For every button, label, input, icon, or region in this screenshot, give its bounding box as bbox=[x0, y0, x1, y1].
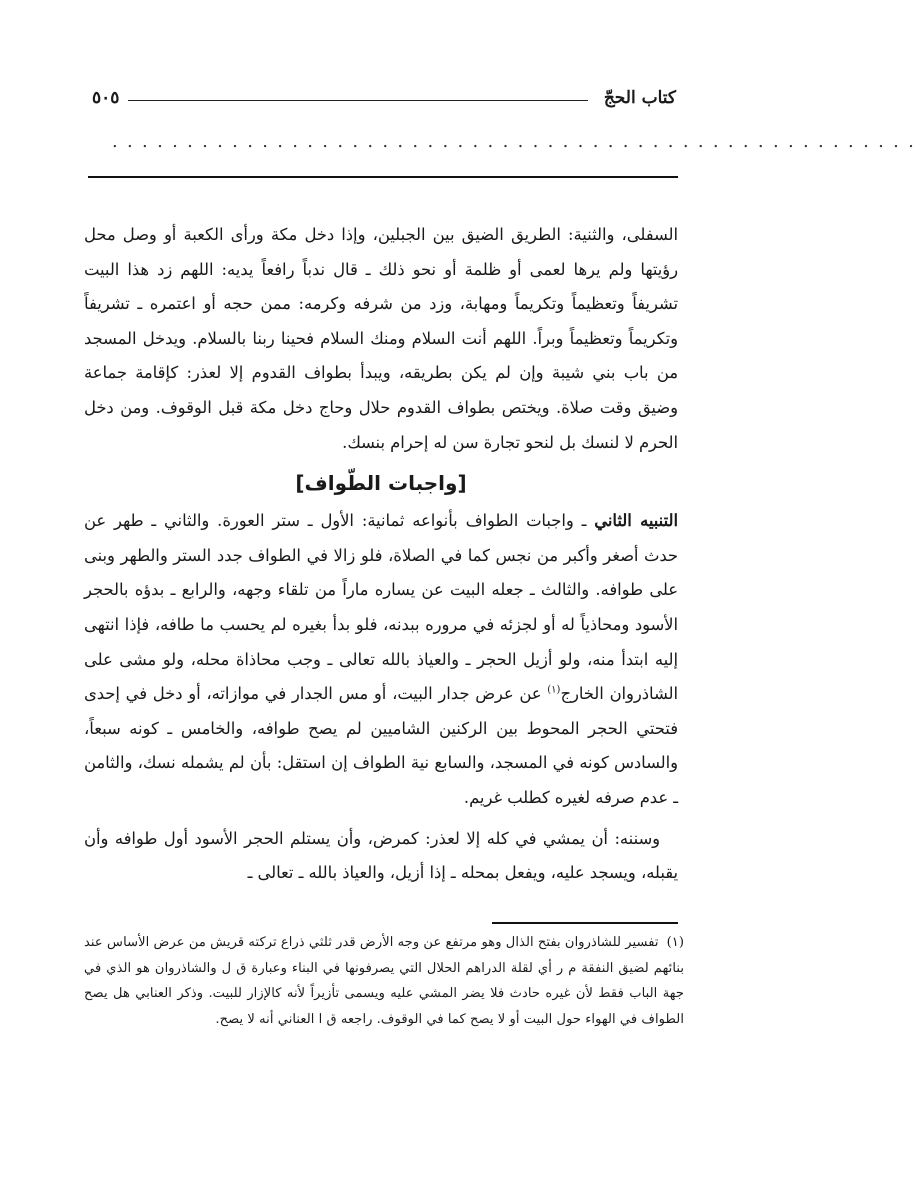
header-rule bbox=[128, 100, 588, 101]
footnote-rule bbox=[492, 922, 678, 924]
footnote-text: تفسير للشاذروان بفتح الذال وهو مرتفع عن وجه الأرض قدر ثلثي ذراع تركته قريش من عرض الأساس عند بنائهم لضيق النفقة م ر أي لقلة الدراهم الحلال التي يصرفونها في البناء وعبارة ق ل والشاذروان هو الذي في جهة الباب فقط لأن غيره حادث فلا يضر المشي عليه ويسمى تأزيراً لأنه كالإزار للبيت. وذكر العنابي هل يصح الطواف في الهواء حول البيت أو لا يصح كما في الوقوف. راجعه ق ا العناني أنه لا يصح. bbox=[84, 935, 684, 1027]
paragraph-2-lead: التنبيه الثاني bbox=[594, 511, 678, 531]
footnote-marker: (١) bbox=[666, 935, 684, 950]
paragraph-3: وسننه: أن يمشي في كله إلا لعذر: كمرض، وأن يستلم الحجر الأسود أول طوافه وأن يقبله، ويسجد عليه، ويفعل بمحله ـ إذا أزيل، والعياذ بالله ـ تعالى ـ bbox=[84, 828, 678, 883]
page-number: ٥٠٥ bbox=[92, 88, 120, 108]
paragraph-2-part-1: ـ واجبات الطواف بأنواعه ثمانية: الأول ـ ستر العورة. والثاني ـ طهر عن حدث أصغر وأكبر من نجس كما في الصلاة، فلو زالا في الطواف جدد الستر والطهر وبنى على طوافه. والثالث ـ جعله البيت عن يساره ماراً من تلقاء وجهه، والرابع ـ بدؤه بالحجر الأسود ومحاذياً له أو لجزئه في مروره ببدنه، فلو بدأ بغيره لم يحسب ما طافه، فإذا انتهى إليه ابتدأ منه، ولو أزيل الحجر ـ والعياذ بالله تعالى ـ وجب محاذاة محله، ولو مشى على الشاذروان الخارج bbox=[84, 511, 678, 704]
footnotes bbox=[84, 930, 684, 1032]
footnote-reference[interactable]: (١) bbox=[547, 684, 561, 696]
paragraph-1: السفلى، والثنية: الطريق الضيق بين الجبلين، وإذا دخل مكة ورأى الكعبة أو وصل محل رؤيتها ولم يرها لعمى أو ظلمة أو نحو ذلك ـ قال ندباً رافعاً يديه: اللهم زد هذا البيت تشريفاً وتعظيماً وتكريماً ومهابة، وزد من شرفه وكرمه: ممن حجه أو اعتمره ـ تشريفاً وتكريماً وتعظيماً وبراً. اللهم أنت السلام ومنك السلام فحينا ربنا بالسلام. ويدخل المسجد من باب بني شيبة وإن لم يكن بطريقه، ويبدأ بطواف القدوم إلا لعذر: كإقامة جماعة وضيق وقت صلاة. ويختص بطواف القدوم حلال وحاج دخل مكة قبل الوقوف. ومن دخل الحرم لا لنسك بل لنحو تجارة سن له إحرام بنسك. bbox=[84, 225, 678, 452]
running-header bbox=[92, 88, 676, 118]
top-rule bbox=[88, 176, 678, 178]
section-heading: [واجبات الطّواف] bbox=[295, 471, 467, 496]
paragraph-2-part-2: عن عرض جدار البيت، أو مس الجدار في موازاته، أو دخل في إحدى فتحتي الحجر المحوط بين الركنين الشاميين لم يصح طوافه، والخامس ـ كونه سبعاً، والسادس كونه في المسجد، والسابع نية الطواف إن استقل: بأن لم يشمله نسك، والثامن ـ عدم صرفه لغيره كطلب غريم. bbox=[84, 684, 678, 807]
footnote-1 bbox=[84, 930, 684, 1032]
main-text bbox=[84, 218, 678, 891]
book-title: كتاب الحجّ bbox=[603, 88, 676, 108]
paragraph-2 bbox=[84, 504, 678, 815]
dotted-separator: ...................................................... bbox=[112, 131, 923, 152]
